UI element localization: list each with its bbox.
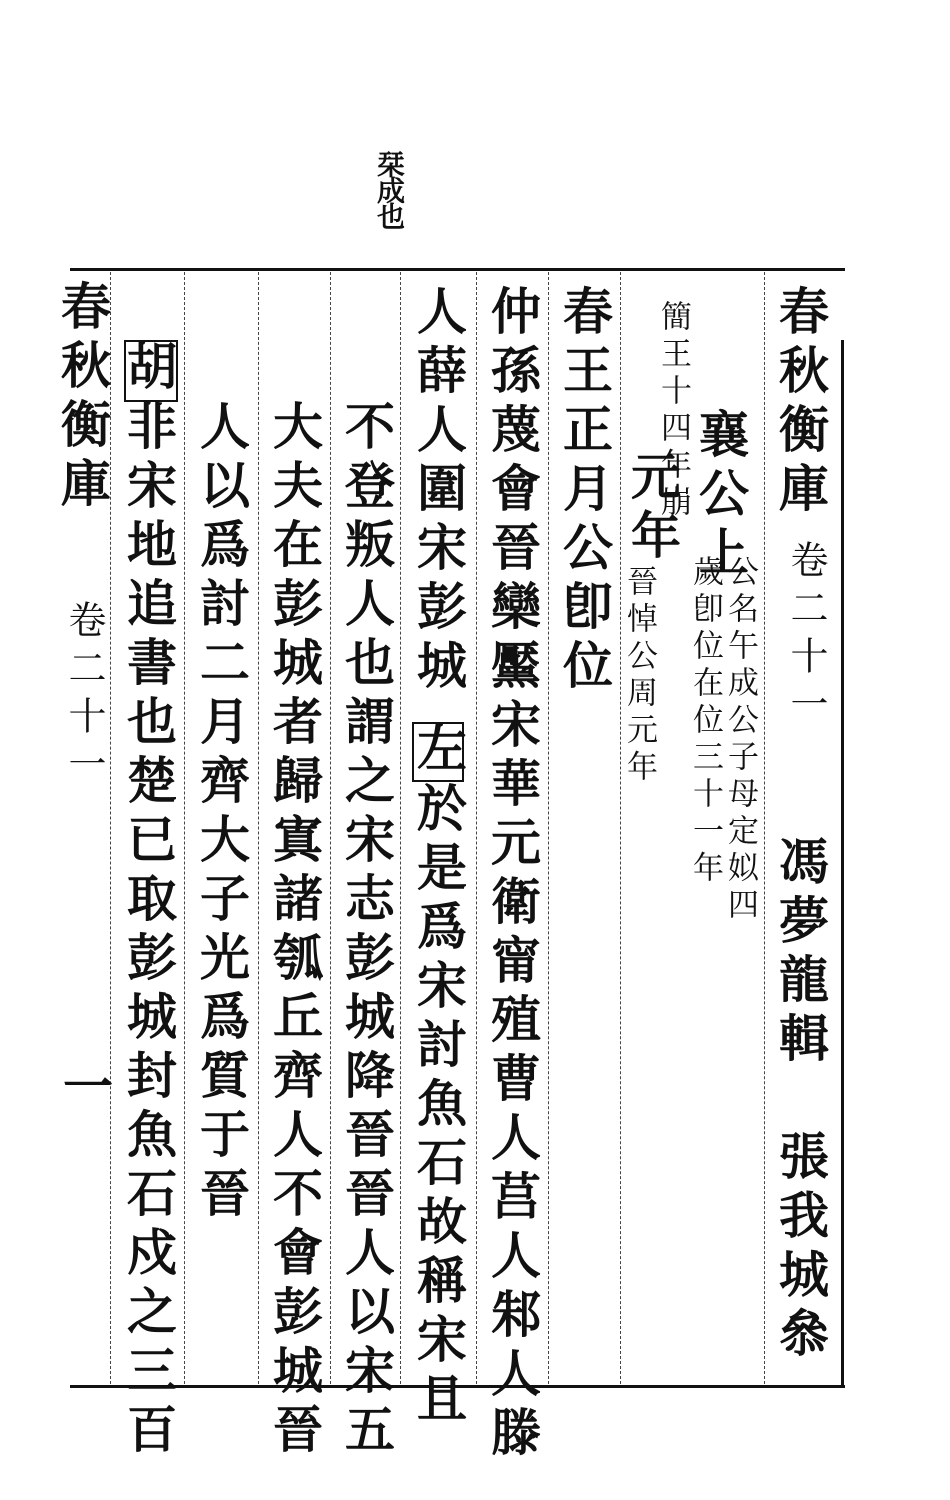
duke-note-left: 歲卽位在位三十一年 xyxy=(687,555,723,888)
column-divider xyxy=(400,272,401,1384)
hu-label: 胡 xyxy=(119,340,178,399)
era-note-right: 簡王十四年崩 xyxy=(655,300,691,522)
column-divider xyxy=(330,272,331,1384)
main-text-line: 人以爲討二月齊大子光爲質于晉 xyxy=(192,400,251,1226)
duke-note-right: 公名午成公子母定姒四 xyxy=(722,555,758,925)
era-note-left: 晉悼公周元年 xyxy=(621,565,657,787)
hu-commentary-text: 非宋地追書也楚已取彭城封魚石戍之三百 xyxy=(119,400,178,1462)
compilers: 馮夢龍輯 張我城叅 xyxy=(771,835,830,1366)
margin-book-title: 春秋衡庫 xyxy=(53,280,112,516)
column-divider xyxy=(258,272,259,1384)
duke-heading: 襄公上 xyxy=(691,408,750,585)
main-text-line: 不登叛人也謂之宋志彭城降晉晉人以宋五 xyxy=(337,400,396,1462)
column-divider xyxy=(548,272,549,1384)
corner-mark: 栞成也 xyxy=(373,150,406,228)
page-number: 一 xyxy=(55,1060,114,1119)
column-divider xyxy=(620,272,621,1384)
main-text-line: 人薛人圍宋彭城 xyxy=(409,285,468,698)
frame-top-rule xyxy=(70,268,845,271)
frame-right-rule xyxy=(841,340,844,1388)
column-divider xyxy=(476,272,477,1384)
commentary-text: 於是爲宋討魚石故稱宋且 xyxy=(409,782,468,1431)
column-divider xyxy=(184,272,185,1384)
era-heading: 元年 xyxy=(623,450,682,568)
margin-volume: 卷二十一 xyxy=(62,600,106,792)
book-title: 春秋衡庫 xyxy=(771,285,830,521)
column-divider xyxy=(764,272,765,1384)
main-text-line: 仲孫蔑會晉欒黶宋華元衛甯殖曹人莒人邾人滕 xyxy=(483,285,542,1465)
main-text-line: 春王正月公卽位 xyxy=(555,285,614,698)
main-text-line: 大夫在彭城者歸寘諸瓠丘齊人不會彭城晉 xyxy=(265,400,324,1462)
volume-number: 卷二十一 xyxy=(784,540,828,732)
commentary-label: 左 xyxy=(409,722,468,781)
